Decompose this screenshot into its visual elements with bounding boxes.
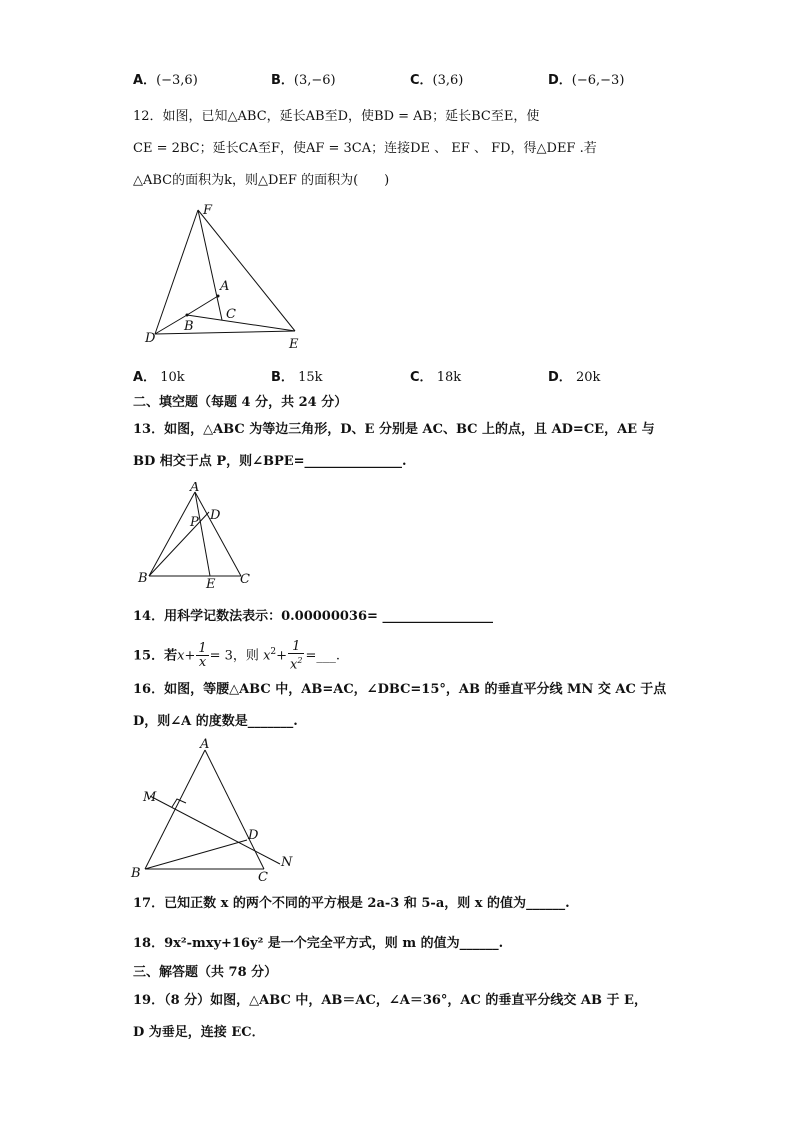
q12-label-e: E [289, 337, 299, 352]
q16-label-d: D [248, 828, 259, 843]
q12-label-d: D [145, 331, 156, 346]
q14-answer-blank: _________________ [382, 609, 493, 624]
q12-option-d: D． 20k [548, 370, 601, 385]
q13-label-d: D [210, 508, 221, 523]
section-3-title: 三、解答题（共 78 分） [133, 965, 278, 980]
q11-option-d: D．(−6,−3) [548, 73, 625, 88]
q13-answer-blank: _______________ [304, 454, 403, 469]
q19-line2: D 为垂足，连接 EC． [133, 1025, 265, 1040]
q13-label-e: E [206, 577, 216, 592]
q16-line1: 16．如图，等腰△ABC 中，AB=AC，∠DBC=15°，AB 的垂直平分线 MN 交 AC 于点 [133, 682, 667, 697]
q18-answer-blank: ______ [459, 936, 499, 951]
section-2-title: 二、填空题（每题 4 分，共 24 分） [133, 395, 348, 410]
q12-figure [140, 200, 310, 355]
q13-line1: 13．如图，△ABC 为等边三角形，D、E 分别是 AC、BC 上的点，且 AD=CE，AE 与 [133, 422, 655, 437]
q19-line1: 19．（8 分）如图，△ABC 中，AB＝AC，∠A＝36°，AC 的垂直平分线交 AB 于 E， [133, 993, 647, 1008]
q11-option-a: A．(−3,6) [133, 73, 198, 88]
q13-figure [135, 482, 255, 592]
q16-line2: D，则∠A 的度数是_______. [133, 714, 298, 729]
q12-point-a [217, 295, 220, 298]
q16-label-b: B [131, 866, 141, 881]
q16-label-n: N [281, 855, 293, 870]
q13-label-p: P [190, 515, 199, 530]
q13-label-b: B [138, 571, 148, 586]
q18-line: 18．9x²-mxy+16y² 是一个完全平方式，则 m 的值为______. [133, 936, 504, 951]
q15-answer-blank: ___ [316, 648, 336, 664]
q12-label-a: A [220, 279, 230, 294]
q12-line1: 12．如图，已知△ABC，延长AB至D，使BD = AB；延长BC至E，使 [133, 109, 540, 124]
q17-line: 17．已知正数 x 的两个不同的平方根是 2a-3 和 5-a，则 x 的值为______. [133, 896, 570, 911]
q15-line: 15．若x+ $\frac{1}{x}$ = 3，则 $x^2+$ $\frac{1}{x^2}$ =___. [133, 639, 341, 673]
q14-line: 14．用科学记数法表示：0.00000036= _________________ [133, 609, 493, 624]
q12-label-c: C [226, 307, 236, 322]
q11-option-b: B．(3,−6) [271, 73, 336, 88]
q16-label-c: C [258, 870, 268, 884]
q12-label-b: B [184, 319, 194, 334]
q16-figure [130, 736, 300, 884]
q12-label-f: F [203, 203, 213, 218]
q12-option-b: B． 15k [271, 370, 323, 385]
q16-label-m: M [143, 790, 157, 805]
q11-option-c: C．(3,6) [410, 73, 464, 88]
q12-line2: CE = 2BC；延长CA至F，使AF = 3CA；连接DE 、 EF 、 FD，得△DEF .若 [133, 141, 597, 156]
q17-answer-blank: ______ [526, 896, 566, 911]
q12-option-c: C． 18k [410, 370, 462, 385]
q13-label-a: A [190, 482, 200, 495]
q12-line3: △ABC的面积为k，则△DEF 的面积为( ) [133, 173, 390, 188]
q16-answer-blank: _______ [247, 714, 294, 729]
q13-label-c: C [240, 572, 250, 587]
q12-point-b [186, 314, 189, 317]
q13-line2: BD 相交于点 P，则∠BPE=_______________. [133, 454, 407, 469]
q16-label-a: A [200, 737, 210, 752]
q12-option-a: A． 10k [133, 370, 185, 385]
